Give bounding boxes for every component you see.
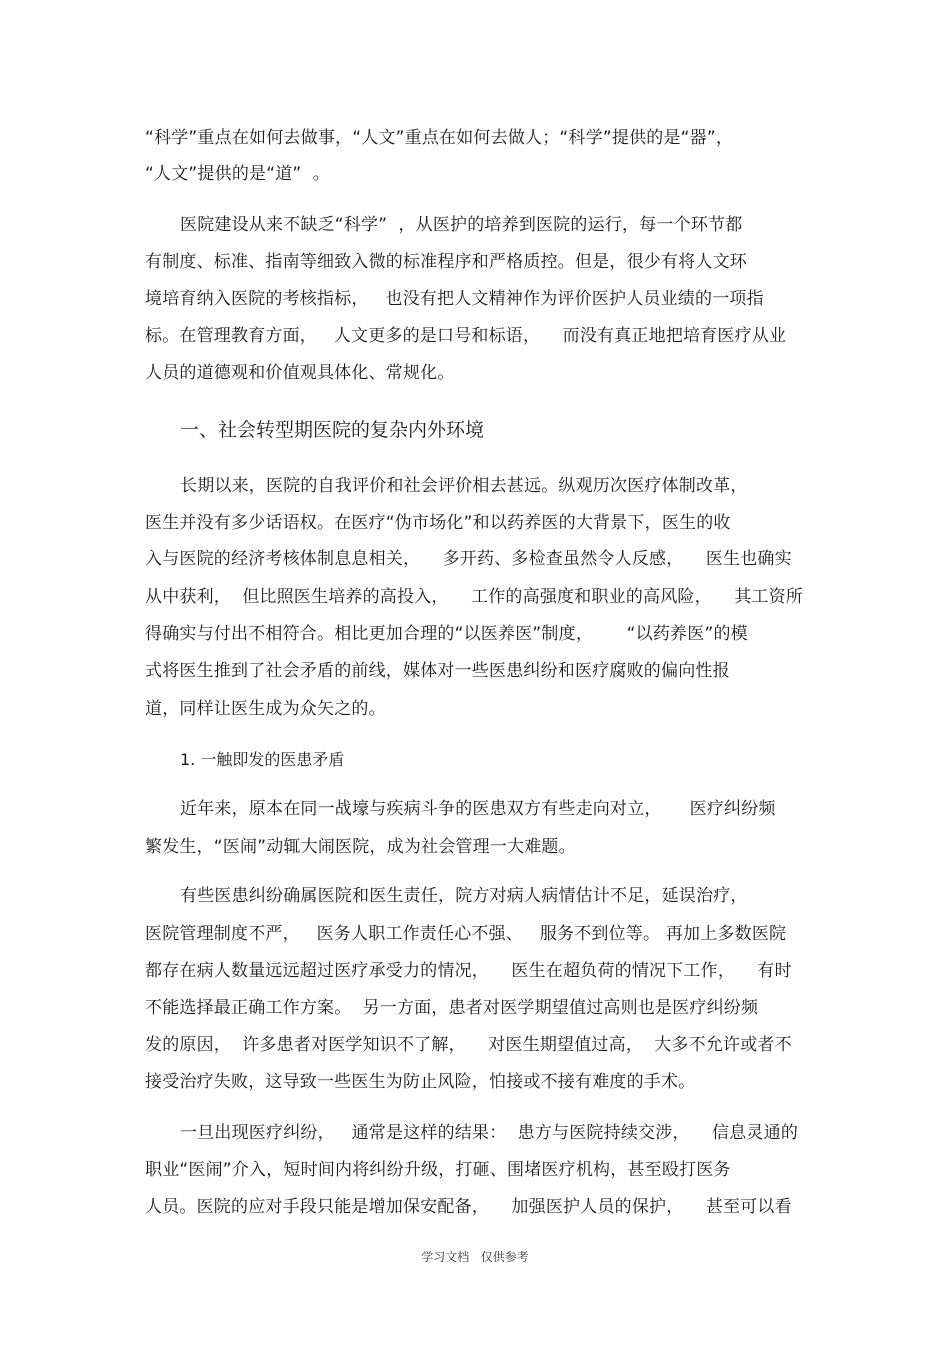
paragraph-line: 医院管理制度不严， 医务人职工作责任心不强、 服务不到位等。 再加上多数医院	[145, 924, 787, 944]
paragraph-line: “人文”提供的是“道” 。	[145, 164, 330, 184]
paragraph-line: 都存在病人数量远远超过医疗承受力的情况， 医生在超负荷的情况下工作， 有时	[145, 961, 792, 981]
paragraph-line: 职业“医闹”介入，短时间内将纠纷升级，打砸、围堵医疗机构，甚至殴打医务	[145, 1160, 731, 1180]
paragraph-line: 从中获利， 但比照医生培养的高投入， 工作的高强度和职业的高风险， 其工资所	[145, 587, 804, 607]
paragraph-line: 接受治疗失败，这导致一些医生为防止风险，怕接或不接有难度的手术。	[145, 1072, 696, 1092]
paragraph-line: “科学”重点在如何去做事，“人文”重点在如何去做人；“科学”提供的是“器”，	[145, 128, 734, 148]
paragraph-line: 长期以来，医院的自我评价和社会评价相去甚远。纵观历次医疗体制改革，	[180, 476, 748, 496]
paragraph-line: 医生并没有多少话语权。在医疗“伪市场化”和以药养医的大背景下，医生的收	[145, 513, 731, 533]
page-footer: 学习文档 仅供参考	[421, 1250, 529, 1264]
paragraph-line: 境培育纳入医院的考核指标， 也没有把人文精神作为评价医护人员业绩的一项指	[145, 289, 764, 309]
paragraph-line: 标。在管理教育方面， 人文更多的是口号和标语， 而没有真正地把培育医疗从业	[145, 326, 787, 346]
paragraph-line: 入与医院的经济考核体制息息相关， 多开药、多检查虽然令人反感， 医生也确实	[145, 549, 792, 569]
paragraph-line: 发的原因， 许多患者对医学知识不了解， 对医生期望值过高， 大多不允许或者不	[145, 1035, 792, 1055]
paragraph-line: 有制度、标准、指南等细致入微的标准程序和严格质控。但是，很少有将人文环	[145, 252, 747, 272]
paragraph-line: 得确实与付出不相符合。相比更加合理的“以医养医”制度， “以药养医”的模	[145, 624, 748, 644]
paragraph-line: 道，同样让医生成为众矢之的。	[145, 699, 386, 719]
paragraph-line: 人员。医院的应对手段只能是增加保安配备， 加强医护人员的保护， 甚至可以看	[145, 1197, 792, 1217]
section-heading: 一、社会转型期医院的复杂内外环境	[180, 419, 485, 441]
paragraph-line: 人员的道德观和价值观具体化、常规化。	[145, 363, 455, 383]
paragraph-line: 一旦出现医疗纠纷， 通常是这样的结果： 患方与医院持续交涉， 信息灵通的	[180, 1123, 799, 1143]
paragraph-line: 式将医生推到了社会矛盾的前线，媒体对一些医患纠纷和医疗腐败的偏向性报	[145, 661, 730, 681]
paragraph-line: 有些医患纠纷确属医院和医生责任，院方对病人病情估计不足，延误治疗，	[180, 886, 748, 906]
paragraph-line: 繁发生，“医闹”动辄大闹医院，成为社会管理一大难题。	[145, 837, 576, 857]
paragraph-line: 医院建设从来不缺乏“科学” ，从医护的培养到医院的运行，每一个环节都	[180, 215, 743, 235]
paragraph-line: 近年来，原本在同一战壕与疾病斗争的医患双方有些走向对立， 医疗纠纷频	[180, 799, 776, 819]
sub-heading: 1. 一触即发的医患矛盾	[180, 750, 345, 769]
paragraph-line: 不能选择最正确工作方案。 另一方面，患者对医学期望值过高则也是医疗纠纷频	[145, 998, 759, 1018]
